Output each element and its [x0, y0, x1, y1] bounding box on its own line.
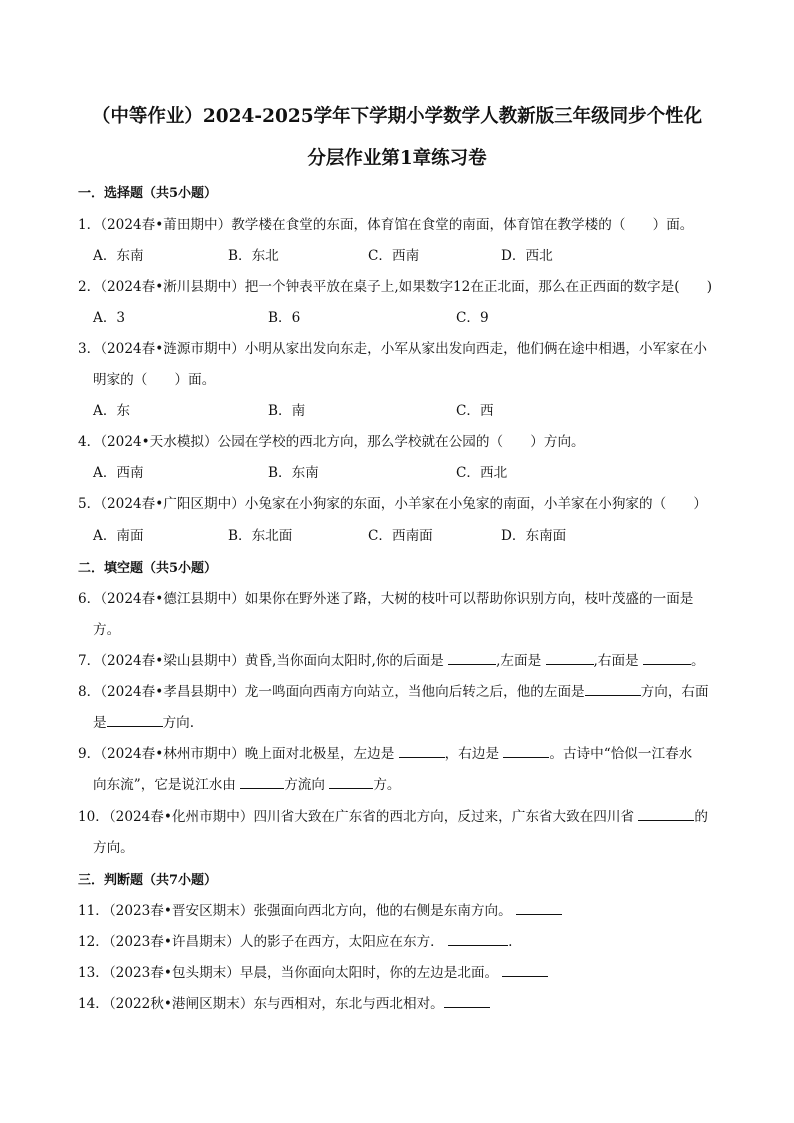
q5-option-a: A．南面	[93, 528, 144, 544]
q5-option-c: C．西南面	[368, 528, 433, 544]
answer-blank[interactable]	[329, 787, 373, 789]
q3-option-a: A．东	[93, 403, 131, 419]
q3-option-c: C．西	[456, 403, 494, 419]
question-9-cont: 向东流”，它是说江水由 方流向 方。	[93, 777, 401, 793]
question-6: 6．（2024春•德江县期中）如果你在野外迷了路，大树的枝叶可以帮助你识别方向，枝叶茂盛的一面是	[78, 591, 694, 607]
answer-blank[interactable]	[107, 725, 163, 727]
q2-option-a: A．3	[93, 310, 126, 326]
q1-option-a: A．东南	[93, 248, 144, 264]
question-1: 1．（2024春•莆田期中）教学楼在食堂的东面，体育馆在食堂的南面，体育馆在教学楼的（ ）面。	[78, 217, 694, 233]
q5-option-d: D．东南面	[501, 528, 567, 544]
q1-option-d: D．西北	[501, 248, 553, 264]
q1-option-b: B．东北	[228, 248, 279, 264]
q1-option-c: C．西南	[368, 248, 420, 264]
q4-option-a: A．西南	[93, 465, 144, 481]
answer-blank[interactable]	[240, 787, 284, 789]
question-10: 10．（2024春•化州市期中）四川省大致在广东省的西北方向，反过来，广东省大致在四川省 的	[78, 809, 708, 825]
answer-blank[interactable]	[448, 663, 496, 665]
doc-title-line-1: （中等作业）2024-2025学年下学期小学数学人教新版三年级同步个性化	[91, 106, 703, 127]
q2-option-b: B．6	[268, 310, 301, 326]
question-5: 5．（2024春•广阳区期中）小兔家在小狗家的东面，小羊家在小兔家的南面，小羊家在小狗家的（ ）	[78, 496, 707, 512]
question-6-cont: 方。	[93, 622, 121, 638]
question-3-cont: 明家的（ ）面。	[93, 372, 216, 388]
section-heading-fill: 二．填空题（共5小题）	[78, 561, 218, 576]
answer-blank[interactable]	[638, 819, 694, 821]
answer-blank[interactable]	[444, 1006, 490, 1008]
q2-option-c: C．9	[456, 310, 489, 326]
question-11: 11．（2023春•晋安区期末）张强面向西北方向，他的右侧是东南方向。	[78, 902, 562, 920]
question-14: 14．（2022秋•港闸区期末）东与西相对，东北与西北相对。	[78, 995, 490, 1013]
question-7: 7．（2024春•梁山县期中）黄昏,当你面向太阳时,你的后面是 ,左面是 ,右面是 。	[78, 653, 705, 669]
question-12: 12．（2023春•许昌期末）人的影子在西方，太阳应在东方． .	[78, 934, 513, 950]
answer-blank[interactable]	[546, 663, 594, 665]
question-13: 13．（2023春•包头期末）早晨，当你面向太阳时，你的左边是北面。	[78, 964, 548, 982]
question-4: 4．（2024•天水模拟）公园在学校的西北方向，那么学校就在公园的（ ）方向。	[78, 434, 585, 450]
answer-blank[interactable]	[448, 944, 508, 946]
answer-blank[interactable]	[399, 756, 445, 758]
q4-option-c: C．西北	[456, 465, 508, 481]
answer-blank[interactable]	[503, 756, 549, 758]
question-8: 8．（2024春•孝昌县期中）龙一鸣面向西南方向站立，当他向后转之后，他的左面是 方向，右面	[78, 684, 709, 700]
q4-option-b: B．东南	[268, 465, 319, 481]
question-3: 3．（2024春•涟源市期中）小明从家出发向东走，小军从家出发向西走，他们俩在途中相遇，小军家在小	[78, 341, 707, 357]
question-2: 2．（2024春•淅川县期中）把一个钟表平放在桌子上,如果数字12在正北面，那么在正西面的数字是( )	[78, 279, 713, 295]
answer-blank[interactable]	[516, 913, 562, 915]
question-10-cont: 方向。	[93, 840, 134, 856]
question-9: 9．（2024春•林州市期中）晚上面对北极星，左边是 ，右边是 。古诗中“恰似一江春水	[78, 746, 693, 762]
q5-option-b: B．东北面	[228, 528, 293, 544]
section-heading-judge: 三．判断题（共7小题）	[78, 873, 218, 888]
q3-option-b: B．南	[268, 403, 306, 419]
answer-blank[interactable]	[502, 975, 548, 977]
section-heading-choice: 一．选择题（共5小题）	[78, 186, 218, 201]
answer-blank[interactable]	[585, 694, 641, 696]
doc-title-line-2: 分层作业第1章练习卷	[307, 148, 487, 169]
answer-blank[interactable]	[643, 663, 691, 665]
question-8-cont: 是 方向.	[93, 715, 195, 731]
